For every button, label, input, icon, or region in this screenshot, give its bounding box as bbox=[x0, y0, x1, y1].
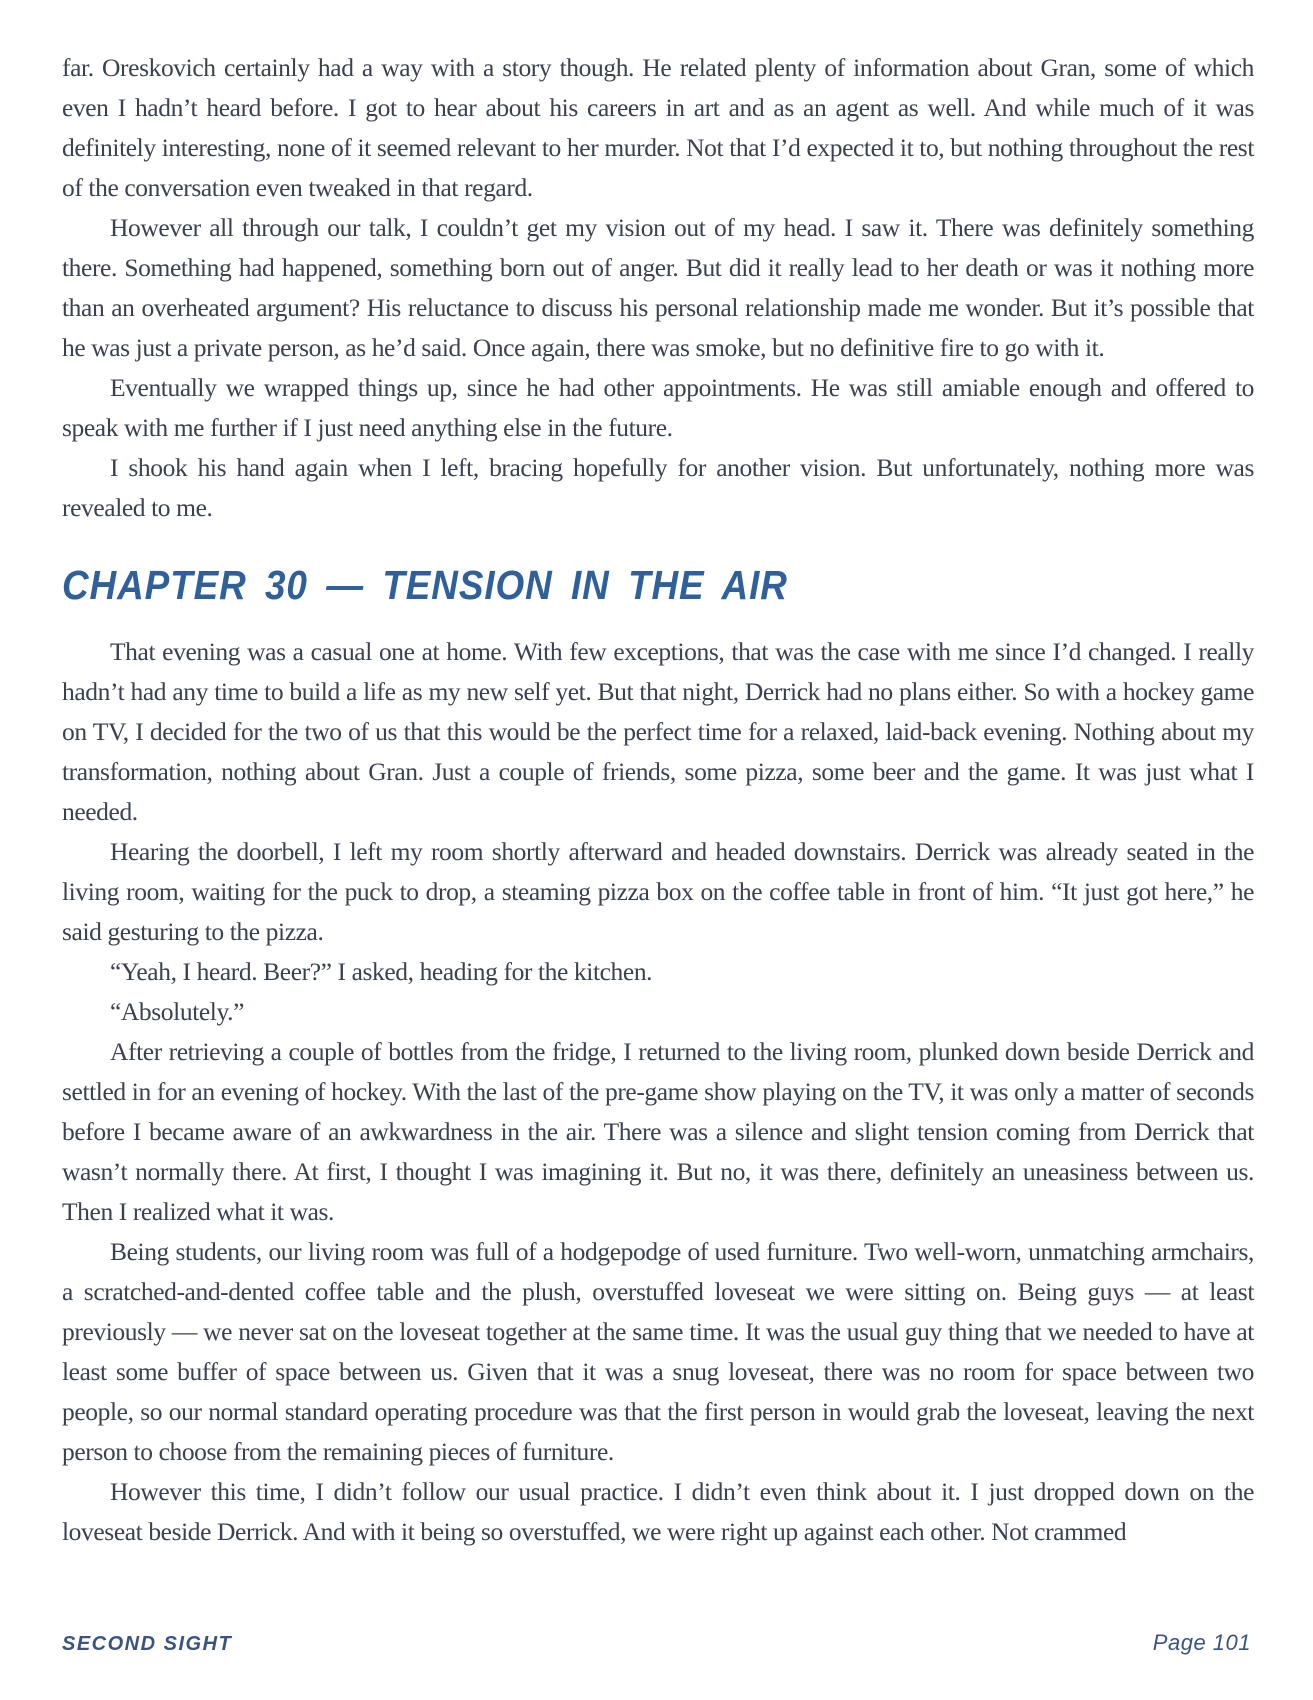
paragraph: That evening was a casual one at home. With few exceptions, that was the case with me since I’d changed. I really hadn’t had any time to build a life as my new self yet. But that night, Derrick had no plans either. So with a hockey game on TV, I decided for the two of us that this would be the perfect time for a relaxed, laid-back evening. Nothing about my transformation, nothing about Gran. Just a couple of friends, some pizza, some beer and the game. It was just what I needed. bbox=[62, 637, 1254, 826]
paragraph: Being students, our living room was full of a hodgepodge of used furniture. Two well-worn, unmatching armchairs, a scratched-and-dented coffee table and the plush, overstuffed loveseat we were sitting on. Being guys — at least previously — we never sat on the loveseat together at the same time. It was the usual guy thing that we needed to have at least some buffer of space between us. Given that it was a snug loveseat, there was no room for space between two people, so our normal standard operating procedure was that the first person in would grab the loveseat, leaving the next person to choose from the remaining pieces of furniture. bbox=[62, 1237, 1254, 1466]
paragraph: Eventually we wrapped things up, since he had other appointments. He was still amiable enough and offered to speak with me further if I just need anything else in the future. bbox=[62, 373, 1254, 442]
paragraph: However all through our talk, I couldn’t get my vision out of my head. I saw it. There was definitely something there. Something had happened, something born out of anger. But did it really lead to her death or was it nothing more than an overheated argument? His reluctance to discuss his personal relationship made me wonder. But it’s possible that he was just a private person, as he’d said. Once again, there was smoke, but no definitive fire to go with it. bbox=[62, 213, 1254, 362]
paragraph: I shook his hand again when I left, bracing hopefully for another vision. But unfortunately, nothing more was revealed to me. bbox=[62, 453, 1254, 522]
page-footer bbox=[62, 1630, 1251, 1656]
paragraph: However this time, I didn’t follow our usual practice. I didn’t even think about it. I just dropped down on the loveseat beside Derrick. And with it being so overstuffed, we were right up against each other. Not crammed bbox=[62, 1477, 1254, 1546]
book-title: SECOND SIGHT bbox=[62, 1633, 233, 1655]
page-number: Page 101 bbox=[1152, 1630, 1251, 1655]
paragraph: far. Oreskovich certainly had a way with a story though. He related plenty of information about Gran, some of which even I hadn’t heard before. I got to hear about his careers in art and as an agent as well. And while much of it was definitely interesting, none of it seemed relevant to her murder. Not that I’d expected it to, but nothing throughout the rest of the conversation even tweaked in that regard. bbox=[62, 53, 1254, 202]
chapter-heading: CHAPTER 30 — TENSION IN THE AIR bbox=[62, 562, 788, 608]
paragraph: “Absolutely.” bbox=[110, 997, 245, 1026]
page-body bbox=[62, 48, 1254, 1552]
paragraph: “Yeah, I heard. Beer?” I asked, heading for the kitchen. bbox=[110, 957, 653, 986]
paragraph: Hearing the doorbell, I left my room shortly afterward and headed downstairs. Derrick was already seated in the living room, waiting for the puck to drop, a steaming pizza box on the coffee table in front of him. “It just got here,” he said gesturing to the pizza. bbox=[62, 837, 1254, 946]
paragraph: After retrieving a couple of bottles from the fridge, I returned to the living room, plunked down beside Derrick and settled in for an evening of hockey. With the last of the pre-game show playing on the TV, it was only a matter of seconds before I became aware of an awkwardness in the air. There was a silence and slight tension coming from Derrick that wasn’t normally there. At first, I thought I was imagining it. But no, it was there, definitely an uneasiness between us. Then I realized what it was. bbox=[62, 1037, 1254, 1226]
